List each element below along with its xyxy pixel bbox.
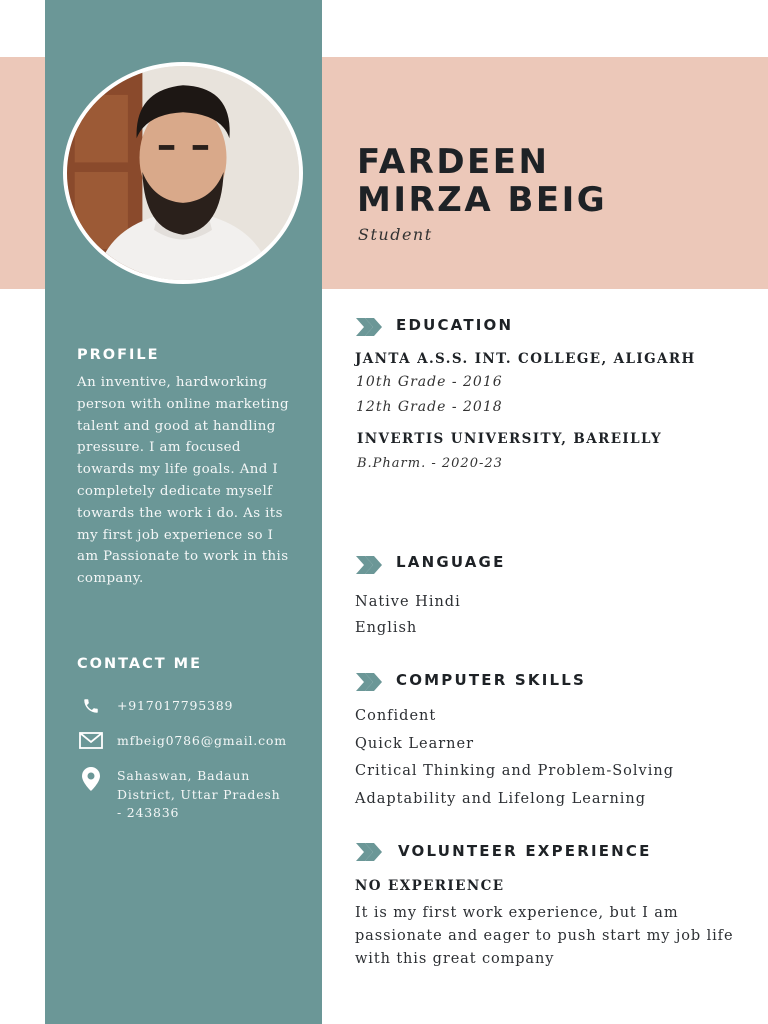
envelope-icon (77, 732, 105, 752)
name-line-1: FARDEEN (357, 142, 550, 182)
candidate-role: Student (358, 225, 433, 244)
skills-arrow-icon (356, 673, 382, 691)
education-arrow-icon (356, 318, 382, 336)
school-2-name: INVERTIS UNIVERSITY, BAREILLY (357, 431, 663, 447)
school-1-grade-10: 10th Grade - 2016 (356, 374, 503, 390)
school-1-grade-12: 12th Grade - 2018 (356, 399, 503, 415)
candidate-name (357, 143, 607, 219)
language-arrow-icon (356, 556, 382, 574)
contact-phone (77, 697, 233, 717)
language-heading: LANGUAGE (396, 553, 506, 571)
profile-photo (63, 62, 303, 284)
name-line-2: MIRZA BEIG (357, 180, 608, 220)
volunteer-text: It is my first work experience, but I am passionate and eager to push start my job life with this great company (355, 905, 734, 967)
education-heading: EDUCATION (396, 316, 514, 334)
location-pin-icon (77, 767, 105, 787)
language-item: Native Hindi (355, 594, 461, 610)
profile-heading: PROFILE (77, 347, 160, 363)
language-item: English (355, 620, 418, 636)
address-text: Sahaswan, Badaun District, Uttar Pradesh - 243836 (117, 768, 281, 820)
contact-heading: CONTACT ME (77, 656, 203, 672)
school-2-degree: B.Pharm. - 2020-23 (357, 456, 503, 471)
phone-number: +917017795389 (117, 698, 234, 713)
email-address: mfbeig0786@gmail.com (117, 733, 287, 748)
volunteer-subheading: NO EXPERIENCE (355, 878, 505, 894)
skill-item: Quick Learner (355, 735, 475, 752)
school-1-name: JANTA A.S.S. INT. COLLEGE, ALIGARH (355, 351, 696, 367)
skill-item: Critical Thinking and Problem-Solving (355, 763, 674, 779)
language-list (355, 589, 461, 641)
volunteer-arrow-icon (356, 843, 382, 861)
skills-heading: COMPUTER SKILLS (396, 671, 587, 689)
profile-text: An inventive, hardworking person with online marketing talent and good at handling pressure. I am focused towards my life goals. And I completely dedicate myself towards the work i do. As its my first job experience so I am Passionate to work in this company. (77, 375, 289, 587)
contact-address (77, 767, 287, 823)
skill-item: Adaptability and Lifelong Learning (355, 790, 647, 807)
skill-item: Confident (355, 708, 437, 724)
contact-email (77, 732, 287, 752)
phone-icon (77, 697, 105, 717)
volunteer-heading: VOLUNTEER EXPERIENCE (398, 842, 652, 860)
skills-list (355, 703, 674, 813)
